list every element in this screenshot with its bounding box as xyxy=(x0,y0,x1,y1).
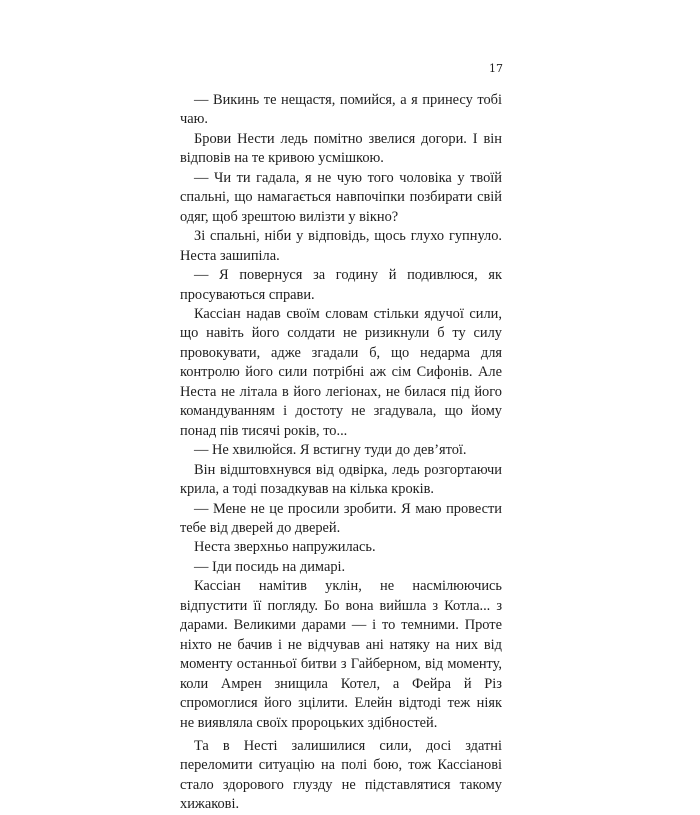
paragraph: Він відштовхнувся від одвірка, ледь розгортаючи крила, а тоді позадкував на кілька кроків. xyxy=(180,461,502,498)
paragraph: — Викинь те нещастя, помийся, а я принесу тобі чаю. xyxy=(180,92,502,128)
paragraph: — Чи ти гадала, я не чую того чоловіка у твоїй спальні, що намагається навпочіпки позбирати свій одяг, щоб зрештою вилізти у вікно? xyxy=(180,169,502,225)
paragraph: Брови Нести ледь помітно звелися догори. І він відповів на те кривою усмішкою. xyxy=(180,130,502,167)
paragraph: — Не хвилюйся. Я встигну туди до дев’ятої. xyxy=(194,442,467,459)
page-number: 17 xyxy=(489,62,503,75)
paragraph: — Іди посидь на димарі. xyxy=(194,558,346,575)
paragraph: Та в Несті залишилися сили, досі здатні переломити ситуацію на полі бою, тож Кассіанові стало здорового глузду не підставлятися такому хижакові. xyxy=(180,737,502,813)
paragraph: Кассіан намітив уклін, не насмілюючись відпустити її погляду. Бо вона вийшла з Котла... з дарами. Великими дарами — і то темними. Проте ніхто не бачив і не відчував ані натяку на них від моменту останньої битви з Гайберном, від моменту, коли Амрен знищила Котел, а Фейра й Різ спромоглися його зцілити. Елейн відтоді теж ніяк не виявляла своїх пророцьких здібностей. xyxy=(180,578,502,731)
paragraph: — Мене не це просили зробити. Я маю провести тебе від дверей до дверей. xyxy=(180,500,502,536)
paragraph: — Я повернуся за годину й подивлюся, як просуваються справи. xyxy=(180,267,502,303)
paragraph: Кассіан надав своїм словам стільки ядучої сили, що навіть його солдати не ризикнули б ту силу провокувати, адже згадали б, що недарма для контролю його сили потрібні аж сім Сифонів. Але Неста не літала в його легіонах, не билася під його командуванням і достоту не згадувала, що йому понад пів тисячі років, то... xyxy=(180,305,502,439)
paragraph: Зі спальні, ніби у відповідь, щось глухо гупнуло. Неста зашипіла. xyxy=(180,228,502,264)
text-body xyxy=(180,91,502,815)
paragraph: Неста зверхньо напружилась. xyxy=(194,539,376,556)
